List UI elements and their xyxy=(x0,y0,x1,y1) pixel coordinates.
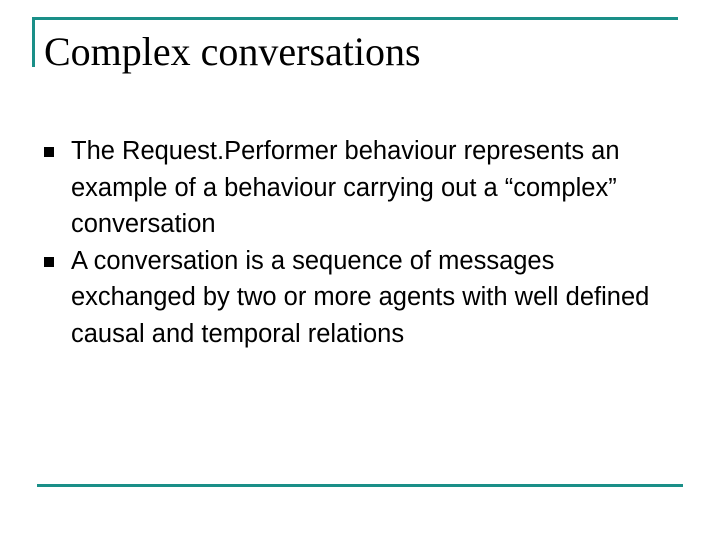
bullet-text: The Request.Performer behaviour represents an example of a behaviour carrying out a “complex” conversation xyxy=(71,137,620,238)
square-bullet-icon xyxy=(44,147,54,157)
bullet-text: A conversation is a sequence of messages exchanged by two or more agents with well defined causal and temporal relations xyxy=(71,246,650,348)
bullet-item xyxy=(44,133,684,243)
title-frame-left-rule xyxy=(32,17,35,67)
bullet-item xyxy=(44,243,684,353)
title-frame-top-rule xyxy=(32,17,678,20)
footer-rule xyxy=(37,484,683,487)
slide-title: Complex conversations xyxy=(44,29,421,74)
bullet-list xyxy=(44,133,684,352)
square-bullet-icon xyxy=(44,257,54,267)
